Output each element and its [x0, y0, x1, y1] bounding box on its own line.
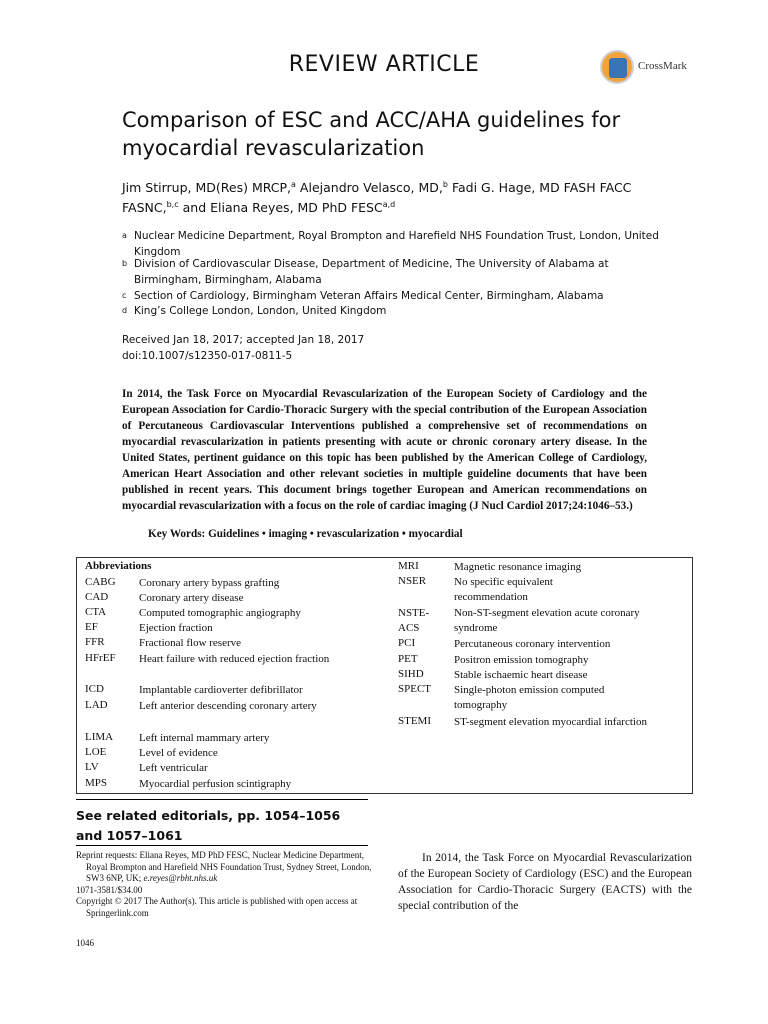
issn: 1071-3581/$34.00	[76, 884, 143, 895]
abbr-key: CTA	[85, 606, 107, 618]
affiliation-text: King’s College London, London, United Kingdom	[134, 305, 387, 317]
affiliation-mark: c	[122, 291, 127, 300]
footnotes	[76, 850, 376, 919]
author-affiliation-mark: b	[442, 179, 448, 189]
body-paragraph: In 2014, the Task Force on Myocardial Revascularization of the European Society of Cardiology (ESC) and the European Association for Cardio-Thoracic Surgery (EACTS) with the special contribution of the	[398, 852, 692, 912]
abbr-definition: Coronary artery disease	[139, 592, 244, 604]
doi[interactable]: doi:10.1007/s12350-017-0811-5	[122, 350, 293, 362]
abbr-key: STEMI	[398, 715, 431, 727]
abbr-key: PCI	[398, 637, 416, 649]
abbr-definition: Computed tomographic angiography	[139, 607, 301, 619]
abbr-key: FFR	[85, 636, 105, 648]
affiliation-text: Nuclear Medicine Department, Royal Brompton and Harefield NHS Foundation Trust, London, United Kingdom	[134, 230, 659, 258]
article-title: Comparison of ESC and ACC/AHA guidelines for myocardial revascularization	[122, 108, 621, 160]
divider	[76, 799, 368, 800]
abbr-definition: Level of evidence	[139, 747, 218, 759]
abbr-definition: Left anterior descending coronary artery	[139, 700, 317, 712]
abbr-key: HFrEF	[85, 652, 116, 664]
crossmark-icon	[600, 50, 634, 84]
received-date: Received Jan 18, 2017; accepted Jan 18, 2017	[122, 334, 365, 346]
abbr-key: SPECT	[398, 683, 432, 695]
reprint-email[interactable]: e.reyes@rbht.nhs.uk	[143, 873, 218, 883]
abbr-key: MPS	[85, 777, 108, 789]
affiliation-mark: b	[122, 259, 128, 268]
author-affiliation-mark: b,c	[166, 199, 179, 209]
crossmark-label: CrossMark	[638, 60, 687, 72]
abbreviations-box	[76, 557, 693, 794]
section-label: REVIEW ARTICLE	[288, 52, 480, 77]
abbr-definition: Ejection fraction	[139, 622, 213, 634]
abbr-key: PET	[398, 653, 418, 665]
abbr-definition: Single-photon emission computed tomography	[454, 684, 605, 711]
abbr-definition: Left internal mammary artery	[139, 732, 270, 744]
abbr-key: SIHD	[398, 668, 424, 680]
abbr-definition: Heart failure with reduced ejection fraction	[139, 653, 330, 665]
keywords: Key Words: Guidelines • imaging • revascularization • myocardial	[148, 528, 463, 540]
abbreviations-heading: Abbreviations	[85, 560, 152, 572]
abbr-definition: Coronary artery bypass grafting	[139, 577, 280, 589]
affiliation-text: Division of Cardiovascular Disease, Department of Medicine, The University of Alabama at Birmingham, Birmingham, Alabama	[134, 258, 609, 286]
author-name: Fadi G. Hage, MD FASH FACC FASNC,	[122, 180, 632, 215]
abbr-key: LV	[85, 761, 99, 773]
abbr-definition: No specific equivalent recommendation	[454, 576, 553, 603]
abbr-key: LAD	[85, 699, 108, 711]
abstract: In 2014, the Task Force on Myocardial Revascularization of the European Society of Cardiology and the European Association for Cardio-Thoracic Surgery with the special contribution of the European Association of Percutaneous Cardiovascular Interventions published a comprehensive set of recommendations on myocardial revascularization in patients presenting with acute or chronic coronary artery disease. In the United States, pertinent guidance on this topic has been published by the American College of Cardiology, American Heart Association and other relevant societies in multiple guideline documents that have been published in recent years. This document brings together European and American recommendations on myocardial revascularization with a focus on the role of cardiac imaging (J Nucl Cardiol 2017;24:1046–53.)	[122, 388, 647, 512]
page-number: 1046	[76, 938, 94, 948]
author-name: and Eliana Reyes, MD PhD FESC	[182, 200, 383, 215]
copyright: Copyright © 2017 The Author(s). This article is published with open access at Springerlink.com	[76, 896, 358, 918]
abbr-definition: Non-ST-segment elevation acute coronary syndrome	[454, 607, 640, 634]
abbr-definition: Positron emission tomography	[454, 654, 589, 666]
abbr-definition: Fractional flow reserve	[139, 637, 242, 649]
abbr-definition: ST-segment elevation myocardial infarction	[454, 716, 647, 728]
divider	[76, 845, 368, 846]
abbr-definition: Myocardial perfusion scintigraphy	[139, 778, 292, 790]
abbr-definition: Left ventricular	[139, 762, 208, 774]
abbr-key: MRI	[398, 560, 419, 572]
abbr-key: EF	[85, 621, 98, 633]
affiliation-mark: d	[122, 306, 128, 315]
author-list	[122, 178, 682, 218]
abbr-definition: Percutaneous coronary intervention	[454, 638, 611, 650]
abbr-definition: Implantable cardioverter defibrillator	[139, 684, 303, 696]
related-editorials[interactable]: See related editorials, pp. 1054–1056 and 1057–1061	[76, 808, 341, 843]
abbr-definition: Stable ischaemic heart disease	[454, 669, 588, 681]
author-affiliation-mark: a	[291, 179, 296, 189]
abbr-definition: Magnetic resonance imaging	[454, 561, 582, 573]
abbr-key: ICD	[85, 683, 104, 695]
reprint-requests: Reprint requests: Eliana Reyes, MD PhD FESC, Nuclear Medicine Department, Royal Brompton and Harefield NHS Foundation Trust, Sydney Street, London, SW3 6NP, UK; e.reyes@rbht.nhs.uk	[76, 850, 372, 883]
author-name: Alejandro Velasco, MD,	[299, 180, 443, 195]
abbr-key: LOE	[85, 746, 107, 758]
author-affiliation-mark: a,d	[382, 199, 396, 209]
affiliation-mark: a	[122, 231, 127, 240]
affiliation-text: Section of Cardiology, Birmingham Veteran Affairs Medical Center, Birmingham, Alabama	[134, 290, 604, 302]
author-name: Jim Stirrup, MD(Res) MRCP,	[122, 180, 292, 195]
abbr-key: LIMA	[85, 731, 114, 743]
crossmark-badge[interactable]	[600, 50, 700, 90]
abbr-key: CABG	[85, 576, 116, 588]
abbr-key: CAD	[85, 591, 109, 603]
abbr-key: NSTE-ACS	[398, 607, 430, 634]
abbr-key: NSER	[398, 575, 427, 587]
